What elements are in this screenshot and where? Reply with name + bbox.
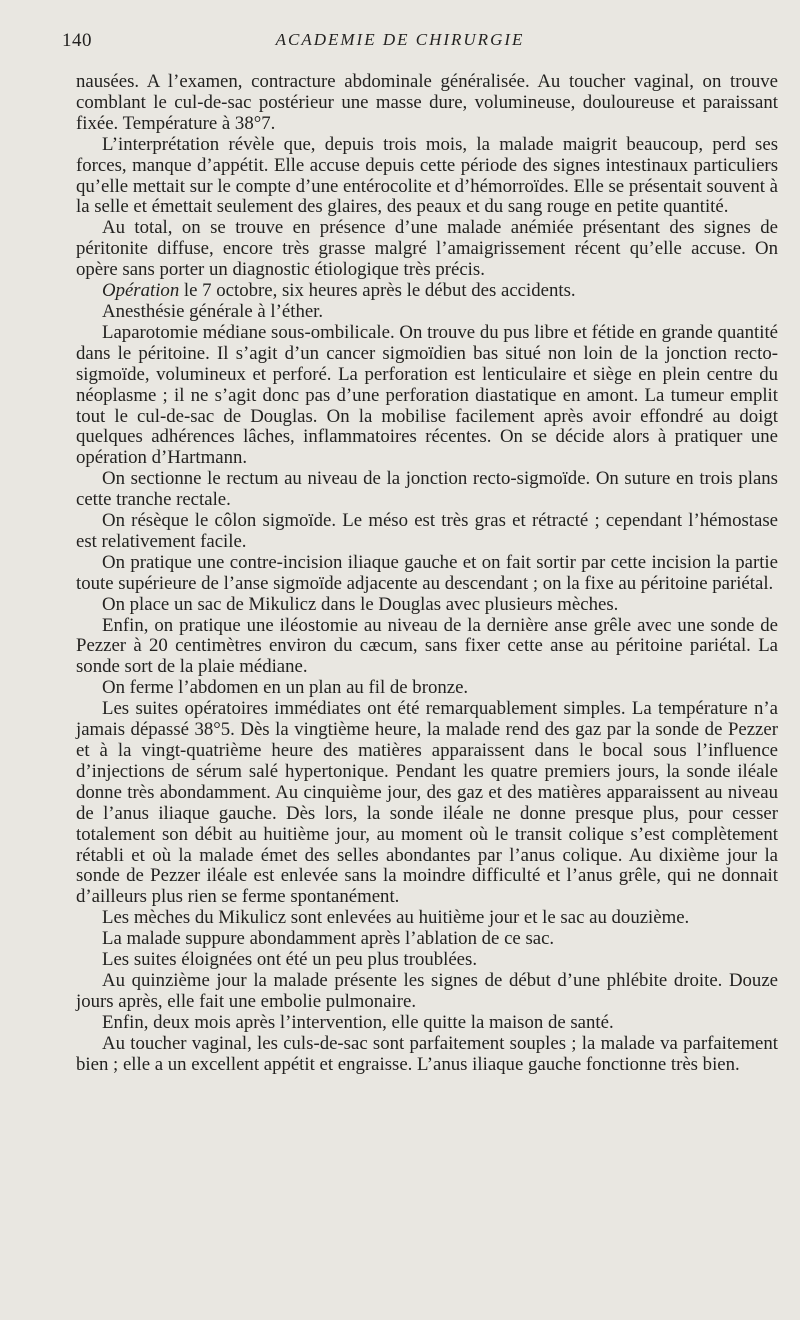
paragraph: On ferme l’abdomen en un plan au fil de bronze. xyxy=(102,677,469,699)
paragraph-operation-text: le 7 octobre, six heures après le début des accidents. xyxy=(183,280,576,302)
paragraph: nausées. A l’examen, contracture abdominale généralisée. Au toucher vaginal, on trouve comblant le cul-de-sac postérieur une masse dure, volumineuse, douloureuse et paraissant fixée. Température à 38°7. xyxy=(76,71,778,134)
paragraph: On sectionne le rectum au niveau de la jonction recto-sigmoïde. On suture en trois plans cette tranche rectale. xyxy=(76,468,778,511)
paragraph: On place un sac de Mikulicz dans le Douglas avec plusieurs mèches. xyxy=(102,593,619,615)
body-text xyxy=(76,72,778,1076)
page-number: 140 xyxy=(62,30,92,51)
paragraph: Les mèches du Mikulicz sont enlevées au huitième jour et le sac au douzième. xyxy=(102,907,690,929)
paragraph: Au total, on se trouve en présence d’une malade anémiée présentant des signes de péritonite diffuse, encore très grasse malgré l’amaigrissement récent qu’elle accuse. On opère sans porter un diagnostic étiologique très précis. xyxy=(76,217,778,281)
operation-label: Opération xyxy=(102,280,180,302)
paragraph: Enfin, deux mois après l’intervention, elle quitte la maison de santé. xyxy=(102,1011,614,1033)
paragraph: L’interprétation révèle que, depuis trois mois, la malade maigrit beaucoup, perd ses forces, manque d’appétit. Elle accuse depuis cette période des signes intestinaux particuliers qu’elle mettait sur le compte d’une entérocolite et d’hémorroïdes. Elle se présentait souvent à la selle et émettait seulement des glaires, des peaux et du sang rouge en petite quantité. xyxy=(76,133,778,218)
paragraph: On résèque le côlon sigmoïde. Le méso est très gras et rétracté ; cependant l’hémostase est relativement facile. xyxy=(76,510,778,552)
paragraph: La malade suppure abondamment après l’ablation de ce sac. xyxy=(102,928,555,950)
paragraph: Les suites opératoires immédiates ont été remarquablement simples. La température n’a jamais dépassé 38°5. Dès la vingtième heure, la malade rend des gaz par la sonde de Pezzer et à la vingt-quatrième heure des matières apparaissent dans le bocal sous l’influence d’injections de sérum salé hypertonique. Pendant les quatre premiers jours, la sonde iléale donne très abondamment. Au cinquième jour, des gaz et des matières apparaissent au niveau de l’anus iliaque gauche. Dès lors, la sonde iléale ne donne presque plus, pour cesser totalement son débit au huitième jour, au moment où le transit colique s’est complètement rétabli et où la malade émet des selles abondantes par l’anus colique. Au dixième jour la sonde de Pezzer iléale est enlevée sans la moindre difficulté et l’anus grêle, qui ne donnait d’ailleurs plus rien se ferme spontanément. xyxy=(76,698,778,908)
paragraph: Laparotomie médiane sous-ombilicale. On trouve du pus libre et fétide en grande quantité dans le péritoine. Il s’agit d’un cancer sigmoïdien bas situé non loin de la jonction recto-sigmoïde, volumineux et perforé. La perforation est lenticulaire et siège en plein centre du néoplasme ; il ne s’agit donc pas d’une perforation diastatique en amont. La tumeur emplit tout le cul-de-sac de Douglas. On la mobilise facilement après avoir effondré au doigt quelques adhérences lâches, inflammatoires récentes. On se décide alors à pratiquer une opération d’Hartmann. xyxy=(76,321,778,469)
paragraph: Les suites éloignées ont été un peu plus troublées. xyxy=(102,949,478,971)
paragraph: On pratique une contre-incision iliaque gauche et on fait sortir par cette incision la partie toute supérieure de l’anse sigmoïde adjacente au descendant ; on la fixe au péritoine pariétal. xyxy=(76,551,778,594)
paragraph: Enfin, on pratique une iléostomie au niveau de la dernière anse grêle avec une sonde de Pezzer à 20 centimètres environ du cæcum, sans fixer cette anse au péritoine pariétal. La sonde sort de la plaie médiane. xyxy=(76,614,778,678)
running-title: ACADEMIE DE CHIRURGIE xyxy=(275,30,525,49)
paragraph: Au toucher vaginal, les culs-de-sac sont parfaitement souples ; la malade va parfaitement bien ; elle a un excellent appétit et engraisse. L’anus iliaque gauche fonctionne très bien. xyxy=(76,1032,778,1075)
paragraph: Au quinzième jour la malade présente les signes de début d’une phlébite droite. Douze jours après, elle fait une embolie pulmonaire. xyxy=(76,969,778,1012)
paragraph: Anesthésie générale à l’éther. xyxy=(102,300,324,322)
paragraph-operation xyxy=(76,281,778,302)
